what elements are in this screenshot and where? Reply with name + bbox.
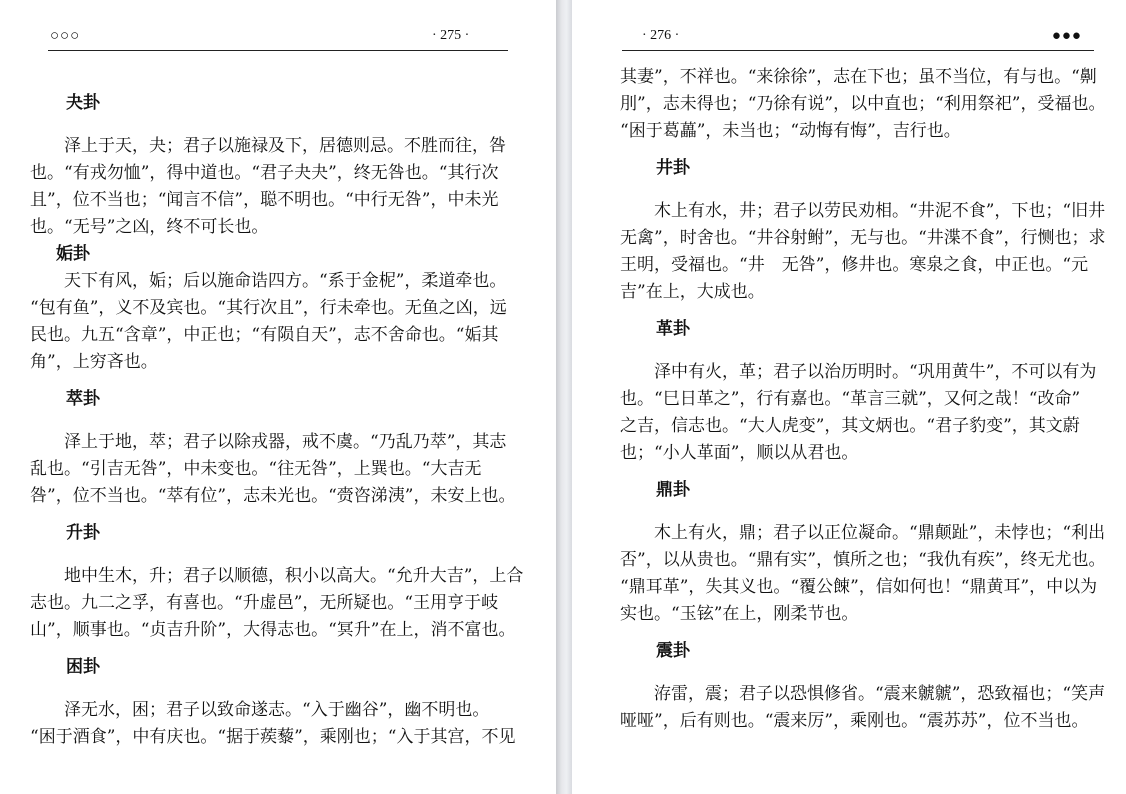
text-line: 无禽”，时舍也。“井谷射鲋”，无与也。“井渫不食”，行恻也；求 [620,228,1106,248]
text-line: 泽上于天，夬；君子以施禄及下，居德则忌。不胜而往，咎 [64,136,506,156]
text-line: 哑哑”，后有则也。“震来厉”，乘刚也。“震苏苏”，位不当也。 [620,711,1089,731]
text-line: 山”，顺事也。“贞吉升阶”，大得志也。“冥升”在上，消不富也。 [30,620,516,640]
text-line: 角”，上穷吝也。 [30,352,158,372]
paragraph-cont [30,160,508,241]
section-title: 井卦 [656,158,690,178]
paragraph-cont [620,225,1106,306]
text-line: “包有鱼”，义不及宾也。“其行次且”，行未牵也。无鱼之凶，远 [30,298,507,318]
paragraph [620,198,1106,225]
text-line: 且”，位不当也；“闻言不信”，聪不明也。“中行无咎”，中未光 [30,190,499,210]
paragraph [620,681,1106,708]
text-line: “困于酒食”，中有庆也。“据于蒺藜”，乘刚也；“入于其宫，不见 [30,727,516,747]
page-number: · 275 · [432,28,470,43]
section-title: 革卦 [656,319,690,339]
text-line: 王明，受福也。“井 无咎”，修井也。寒泉之食，中正也。“元 [620,255,1089,275]
paragraph-cont [620,708,1098,735]
text-line: 天下有风，姤；后以施命诰四方。“系于金柅”，柔道牵也。 [64,271,507,291]
paragraph [30,697,508,724]
section-title: 姤卦 [56,244,90,264]
text-line: 地中生木，升；君子以顺德，积小以高大。“允升大吉”，上合 [64,566,524,586]
paragraph [620,520,1106,547]
text-line: 其妻”，不祥也。“来徐徐”，志在下也；虽不当位，有与也。“劓 [620,67,1097,87]
section-title: 升卦 [66,523,100,543]
paragraph [620,359,1098,386]
paragraph [30,429,508,456]
text-line: 志也。九二之孚，有喜也。“升虚邑”，无所疑也。“王用亨于岐 [30,593,499,613]
text-line: 也。“无号”之凶，终不可长也。 [30,217,269,237]
text-line: 之吉，信志也。“大人虎变”，其文炳也。“君子豹变”，其文蔚 [620,416,1080,436]
left-page [0,0,556,794]
text-line: 否”，以从贵也。“鼎有实”，慎所之也；“我仇有疾”，终无尤也。 [620,550,1106,570]
paragraph-cont [620,64,1106,145]
text-line: 乱也。“引吉无咎”，中未变也。“往无咎”，上巽也。“大吉无 [30,459,482,479]
paragraph [30,268,508,295]
book-spine-gutter [556,0,572,794]
text-line: 洊雷，震；君子以恐惧修省。“震来虩虩”，恐致福也；“笑声 [654,684,1106,704]
page-body [620,64,1106,735]
paragraph-cont [620,386,1098,467]
header-ornament: ○○○ [50,28,81,44]
text-line: 刖”，志未得也；“乃徐有说”，以中直也；“利用祭祀”，受福也。 [620,94,1106,114]
text-line: 木上有水，井；君子以劳民劝相。“井泥不食”，下也；“旧井 [654,201,1106,221]
paragraph-cont [30,295,508,376]
right-page [572,0,1126,794]
page-header [622,28,1094,51]
paragraph-cont [620,547,1106,628]
text-line: 也；“小人革面”，顺以从君也。 [620,443,859,463]
text-line: 也。“巳日革之”，行有嘉也。“革言三就”，又何之哉！“改命” [620,389,1081,409]
text-line: “鼎耳革”，失其义也。“覆公餗”，信如何也！“鼎黄耳”，中以为 [620,577,1098,597]
paragraph-cont [30,590,516,644]
header-ornament: ●●● [1051,28,1082,44]
paragraph-cont [30,456,516,510]
paragraph-cont [30,724,516,751]
text-line: 民也。九五“含章”，中正也；“有陨自天”，志不舍命也。“姤其 [30,325,499,345]
section-title: 震卦 [656,641,690,661]
page-number: · 276 · [642,28,680,43]
text-line: 实也。“玉铉”在上，刚柔节也。 [620,604,859,624]
text-line: 泽无水，困；君子以致命遂志。“入于幽谷”，幽不明也。 [64,700,490,720]
section-title: 夬卦 [66,93,100,113]
text-line: “困于葛藟”，未当也；“动悔有悔”，吉行也。 [620,121,961,141]
section-title: 困卦 [66,657,100,677]
text-line: 吉”在上，大成也。 [620,282,765,302]
text-line: 泽中有火，革；君子以治历明时。“巩用黄牛”，不可以有为 [654,362,1097,382]
text-line: 咎”，位不当也。“萃有位”，志未光也。“赍咨涕洟”，未安上也。 [30,486,516,506]
text-line: 泽上于地，萃；君子以除戎器，戒不虞。“乃乱乃萃”，其志 [64,432,507,452]
text-line: 也。“有戎勿恤”，得中道也。“君子夬夬”，终无咎也。“其行次 [30,163,499,183]
page-header [48,28,508,51]
paragraph [30,563,524,590]
section-title: 萃卦 [66,389,100,409]
section-title: 鼎卦 [656,480,690,500]
paragraph [30,133,508,160]
text-line: 木上有火，鼎；君子以正位凝命。“鼎颠趾”，未悖也；“利出 [654,523,1106,543]
page-body [30,80,524,751]
